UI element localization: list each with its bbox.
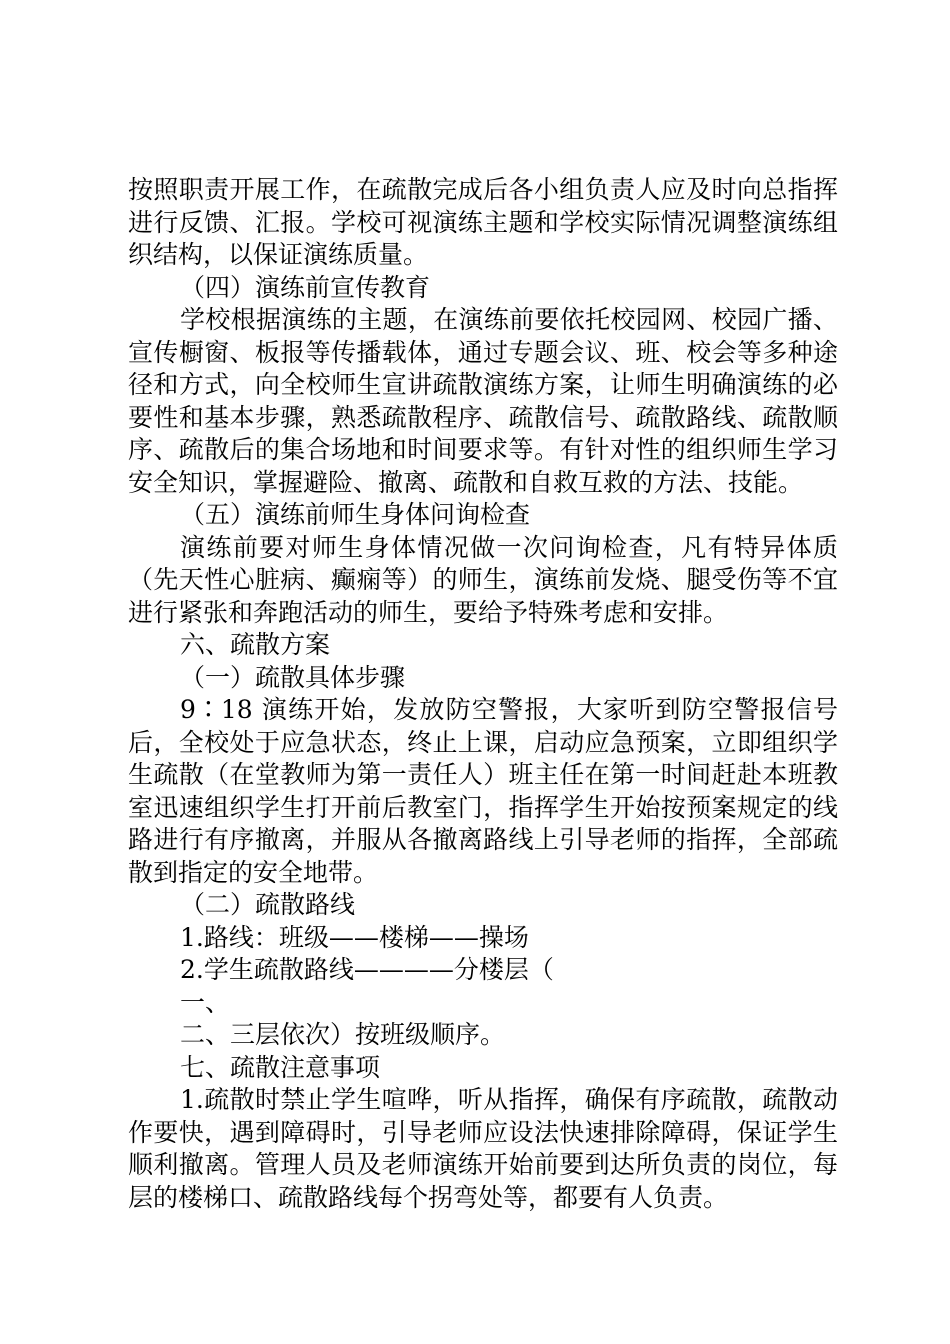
list-item: 1.疏散时禁止学生喧哗，听从指挥，确保有序疏散，疏散动作要快，遇到障碍时，引导老师应设法快速排除障碍，保证学生顺利撤离。管理人员及老师演练开始前要到达所负责的岗位，每层的楼梯口、疏散路线每个拐弯处等，都要有人负责。 [128,1085,838,1212]
list-item: 1.路线：班级——楼梯——操场 [180,922,529,952]
paragraph-continuation: 按照职责开展工作，在疏散完成后各小组负责人应及时向总指挥进行反馈、汇报。学校可视演练主题和学校实际情况调整演练组织结构，以保证演练质量。 [128,175,838,269]
paragraph: 学校根据演练的主题，在演练前要依托校园网、校园广播、宣传橱窗、板报等传播载体，通过专题会议、班、校会等多种途径和方式，向全校师生宣讲疏散演练方案，让师生明确演练的必要性和基本步骤，熟悉疏散程序、疏散信号、疏散路线、疏散顺序、疏散后的集合场地和时间要求等。有针对性的组织师生学习安全知识，掌握避险、撤离、疏散和自救互救的方法、技能。 [128,305,838,497]
section-heading-6: 六、疏散方案 [180,630,331,659]
section-heading-5: （五）演练前师生身体问询检查 [180,500,531,529]
paragraph: 9∶18 演练开始，发放防空警报，大家听到防空警报信号后，全校处于应急状态，终止上课，启动应急预案，立即组织学生疏散（在堂教师为第一责任人）班主任在第一时间赶赴本班教室迅速组织学生打开前后教室门，指挥学生开始按预案规定的线路进行有序撤离，并服从各撤离路线上引导老师的指挥，全部疏散到指定的安全地带。 [128,695,838,887]
section-heading-4: （四）演练前宣传教育 [180,272,431,302]
section-heading-7: 七、疏散注意事项 [180,1052,381,1082]
subsection-heading-2: （二）疏散路线 [180,890,356,919]
subsection-heading-1: （一）疏散具体步骤 [180,662,406,692]
list-item: 2.学生疏散路线————分楼层（ [180,955,554,984]
list-item-fragment: 二、三层依次）按班级顺序。 [180,1020,506,1049]
document-body [128,174,838,1214]
list-item-fragment: 一、 [180,987,231,1017]
paragraph: 演练前要对师生身体情况做一次问询检查，凡有特异体质（先天性心脏病、癫痫等）的师生，演练前发烧、腿受伤等不宜进行紧张和奔跑活动的师生，要给予特殊考虑和安排。 [128,532,838,627]
